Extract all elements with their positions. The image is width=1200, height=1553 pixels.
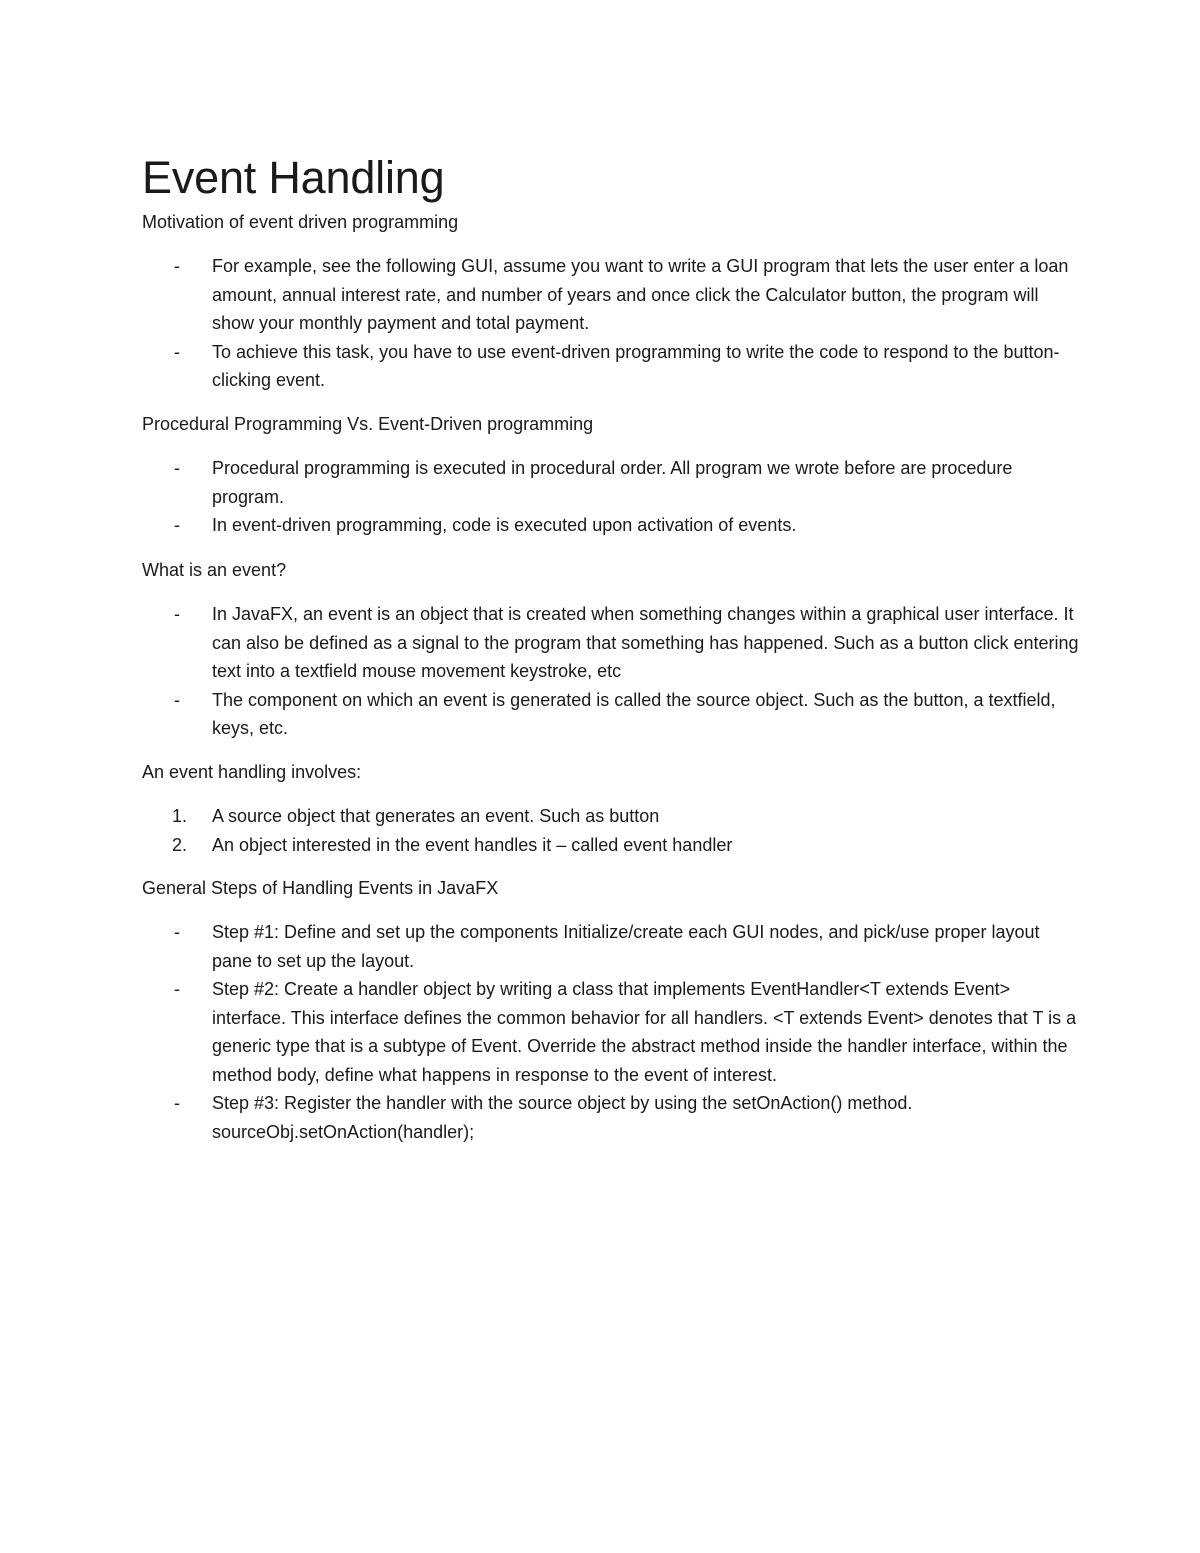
page-title: Event Handling [142, 152, 445, 203]
list-item [142, 454, 1082, 511]
bullet-marker: - [174, 922, 180, 942]
list-item [142, 600, 1082, 686]
number-marker: 2. [172, 834, 188, 855]
list-item-text: Step #2: Create a handler object by writing a class that implements EventHandler<T extends Event> interface. This interface defines the common behavior for all handlers. <T extends Event> denotes that T is a generic type that is a subtype of Event. Override the abstract method inside the handler interface, within the method body, define what happens in response to the event of interest. [212, 979, 1077, 1085]
bullet-list-general-steps [142, 918, 1082, 1146]
list-item [142, 686, 1082, 743]
bullet-list-procedural [142, 454, 1082, 540]
list-item-text: Step #3: Register the handler with the source object by using the setOnAction() method. sourceObj.setOnAction(handler); [212, 1093, 913, 1142]
bullet-marker: - [174, 341, 180, 362]
section-heading-what-is-event: What is an event? [142, 560, 287, 580]
bullet-marker: - [174, 689, 180, 710]
list-item-text: For example, see the following GUI, assume you want to write a GUI program that lets the user enter a loan amount, annual interest rate, and number of years and once click the Calculator button, the program will show your monthly payment and total payment. [212, 256, 1069, 333]
list-item-text: An object interested in the event handles it – called event handler [212, 834, 733, 855]
bullet-list-what-is-event [142, 600, 1082, 743]
section-heading-general-steps: General Steps of Handling Events in JavaFX [142, 878, 499, 898]
list-item [142, 252, 1082, 338]
list-item-text: In JavaFX, an event is an object that is created when something changes within a graphical user interface. It can also be defined as a signal to the program that something has happened. Such as a button click entering text into a textfield mouse movement keystroke, etc [212, 604, 1079, 681]
list-item [142, 975, 1082, 1089]
section-heading-motivation: Motivation of event driven programming [142, 212, 459, 232]
number-marker: 1. [172, 806, 188, 826]
section-heading-event-handling-involves: An event handling involves: [142, 762, 362, 782]
list-item-text: A source object that generates an event. Such as button [212, 806, 660, 826]
bullet-marker: - [174, 604, 180, 624]
bullet-marker: - [174, 256, 180, 276]
bullet-marker: - [174, 1093, 180, 1113]
numbered-list-event-handling [142, 802, 1082, 859]
list-item-text: Step #1: Define and set up the components Initialize/create each GUI nodes, and pick/use proper layout pane to set up the layout. [212, 922, 1040, 971]
list-item [142, 918, 1082, 975]
bullet-marker: - [174, 979, 180, 999]
list-item-text: To achieve this task, you have to use event-driven programming to write the code to respond to the button-clicking event. [212, 341, 1060, 390]
list-item [142, 831, 1082, 860]
bullet-list-motivation [142, 252, 1082, 395]
list-item [142, 511, 1082, 540]
list-item-text: Procedural programming is executed in procedural order. All program we wrote before are procedure program. [212, 458, 1013, 507]
list-item-text: The component on which an event is generated is called the source object. Such as the button, a textfield, keys, etc. [212, 689, 1056, 738]
bullet-marker: - [174, 515, 180, 535]
list-item [142, 1089, 1082, 1146]
bullet-marker: - [174, 458, 180, 478]
list-item-text: In event-driven programming, code is executed upon activation of events. [212, 515, 797, 535]
section-heading-procedural: Procedural Programming Vs. Event-Driven programming [142, 414, 594, 434]
list-item [142, 802, 1082, 831]
list-item [142, 338, 1082, 395]
